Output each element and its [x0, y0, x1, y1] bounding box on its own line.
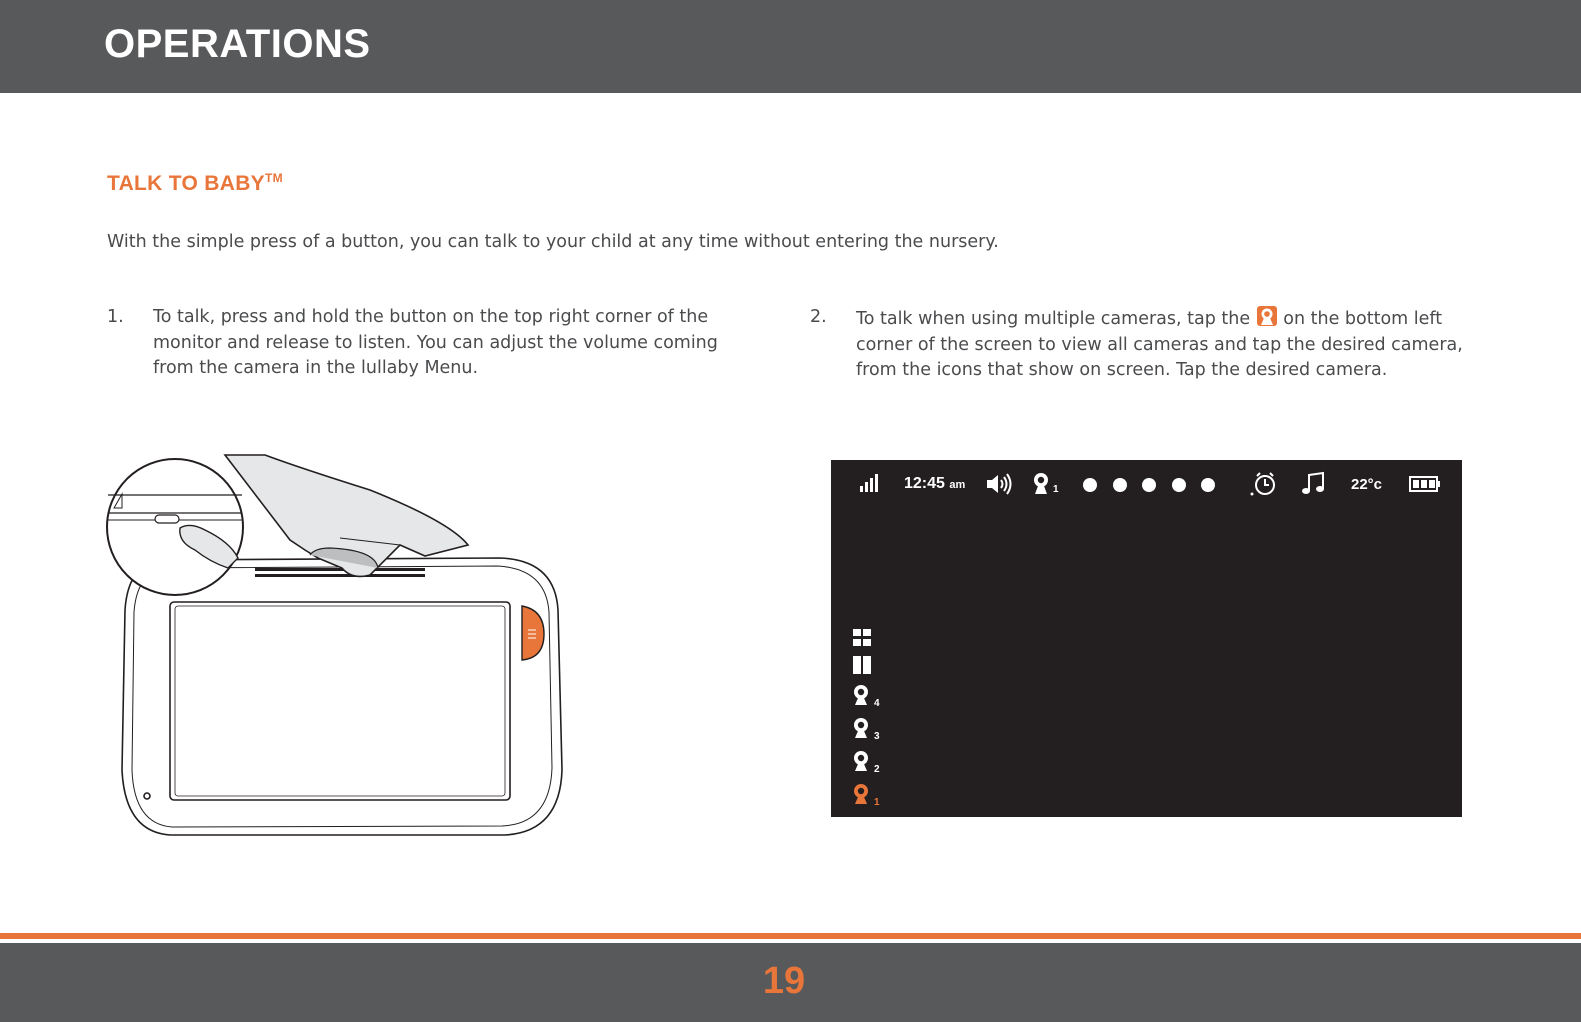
monitor-screen	[170, 602, 510, 800]
music-note-icon[interactable]	[1301, 471, 1327, 497]
monitor-body	[122, 558, 562, 835]
page-header	[0, 0, 1581, 93]
camera-1-icon[interactable]	[851, 783, 871, 805]
footer-divider	[0, 933, 1581, 939]
camera-3-icon[interactable]	[851, 717, 871, 739]
page-title: OPERATIONS	[104, 22, 371, 66]
quad-view-icon[interactable]	[852, 628, 872, 648]
active-camera-number: 1	[1053, 484, 1059, 495]
monitor-illustration	[100, 450, 570, 845]
step-text	[856, 305, 1482, 384]
camera-1-number: 1	[874, 797, 880, 808]
camera-2-icon[interactable]	[851, 750, 871, 772]
step-number: 1.	[107, 307, 124, 327]
signal-icon	[859, 472, 881, 494]
camera-2-number: 2	[874, 764, 880, 775]
trademark-mark: TM	[264, 171, 283, 185]
page-dot	[1083, 478, 1097, 492]
zoom-inset	[107, 459, 243, 595]
section-title	[107, 171, 283, 196]
page-dot	[1113, 478, 1127, 492]
camera-icon	[1256, 305, 1278, 327]
monitor-screen-ui	[831, 460, 1462, 817]
camera-icon[interactable]	[1031, 472, 1053, 496]
split-view-icon[interactable]	[852, 655, 872, 675]
ampm-label: am	[949, 479, 966, 491]
page-dot	[1142, 478, 1156, 492]
step-number: 2.	[810, 307, 827, 327]
section-title-text: TALK TO BABY	[107, 172, 265, 195]
page-dot	[1201, 478, 1215, 492]
battery-icon	[1409, 475, 1441, 493]
temperature-display: 22°c	[1351, 476, 1383, 493]
side-button	[522, 606, 544, 660]
page-dot	[1172, 478, 1186, 492]
camera-3-number: 3	[874, 731, 880, 742]
step-text-after: on the bottom left corner of the screen to view all cameras and tap the desired camera, from the icons that show on screen. Tap the desired camera.	[856, 309, 1463, 381]
time-value: 12:45	[904, 475, 945, 492]
alarm-clock-icon[interactable]	[1249, 471, 1277, 497]
page-number: 19	[762, 960, 806, 1002]
time-display	[904, 475, 965, 493]
step-text: To talk, press and hold the button on the top right corner of the monitor and release to listen. You can adjust the volume coming from the camera in the lullaby Menu.	[153, 307, 718, 379]
intro-paragraph: With the simple press of a button, you can talk to your child at any time without entering the nursery.	[107, 232, 999, 252]
step-text-before: To talk when using multiple cameras, tap the	[856, 309, 1251, 329]
camera-4-icon[interactable]	[851, 684, 871, 706]
page-footer	[0, 943, 1581, 1022]
speaker-icon[interactable]	[985, 472, 1013, 496]
camera-4-number: 4	[874, 698, 880, 709]
